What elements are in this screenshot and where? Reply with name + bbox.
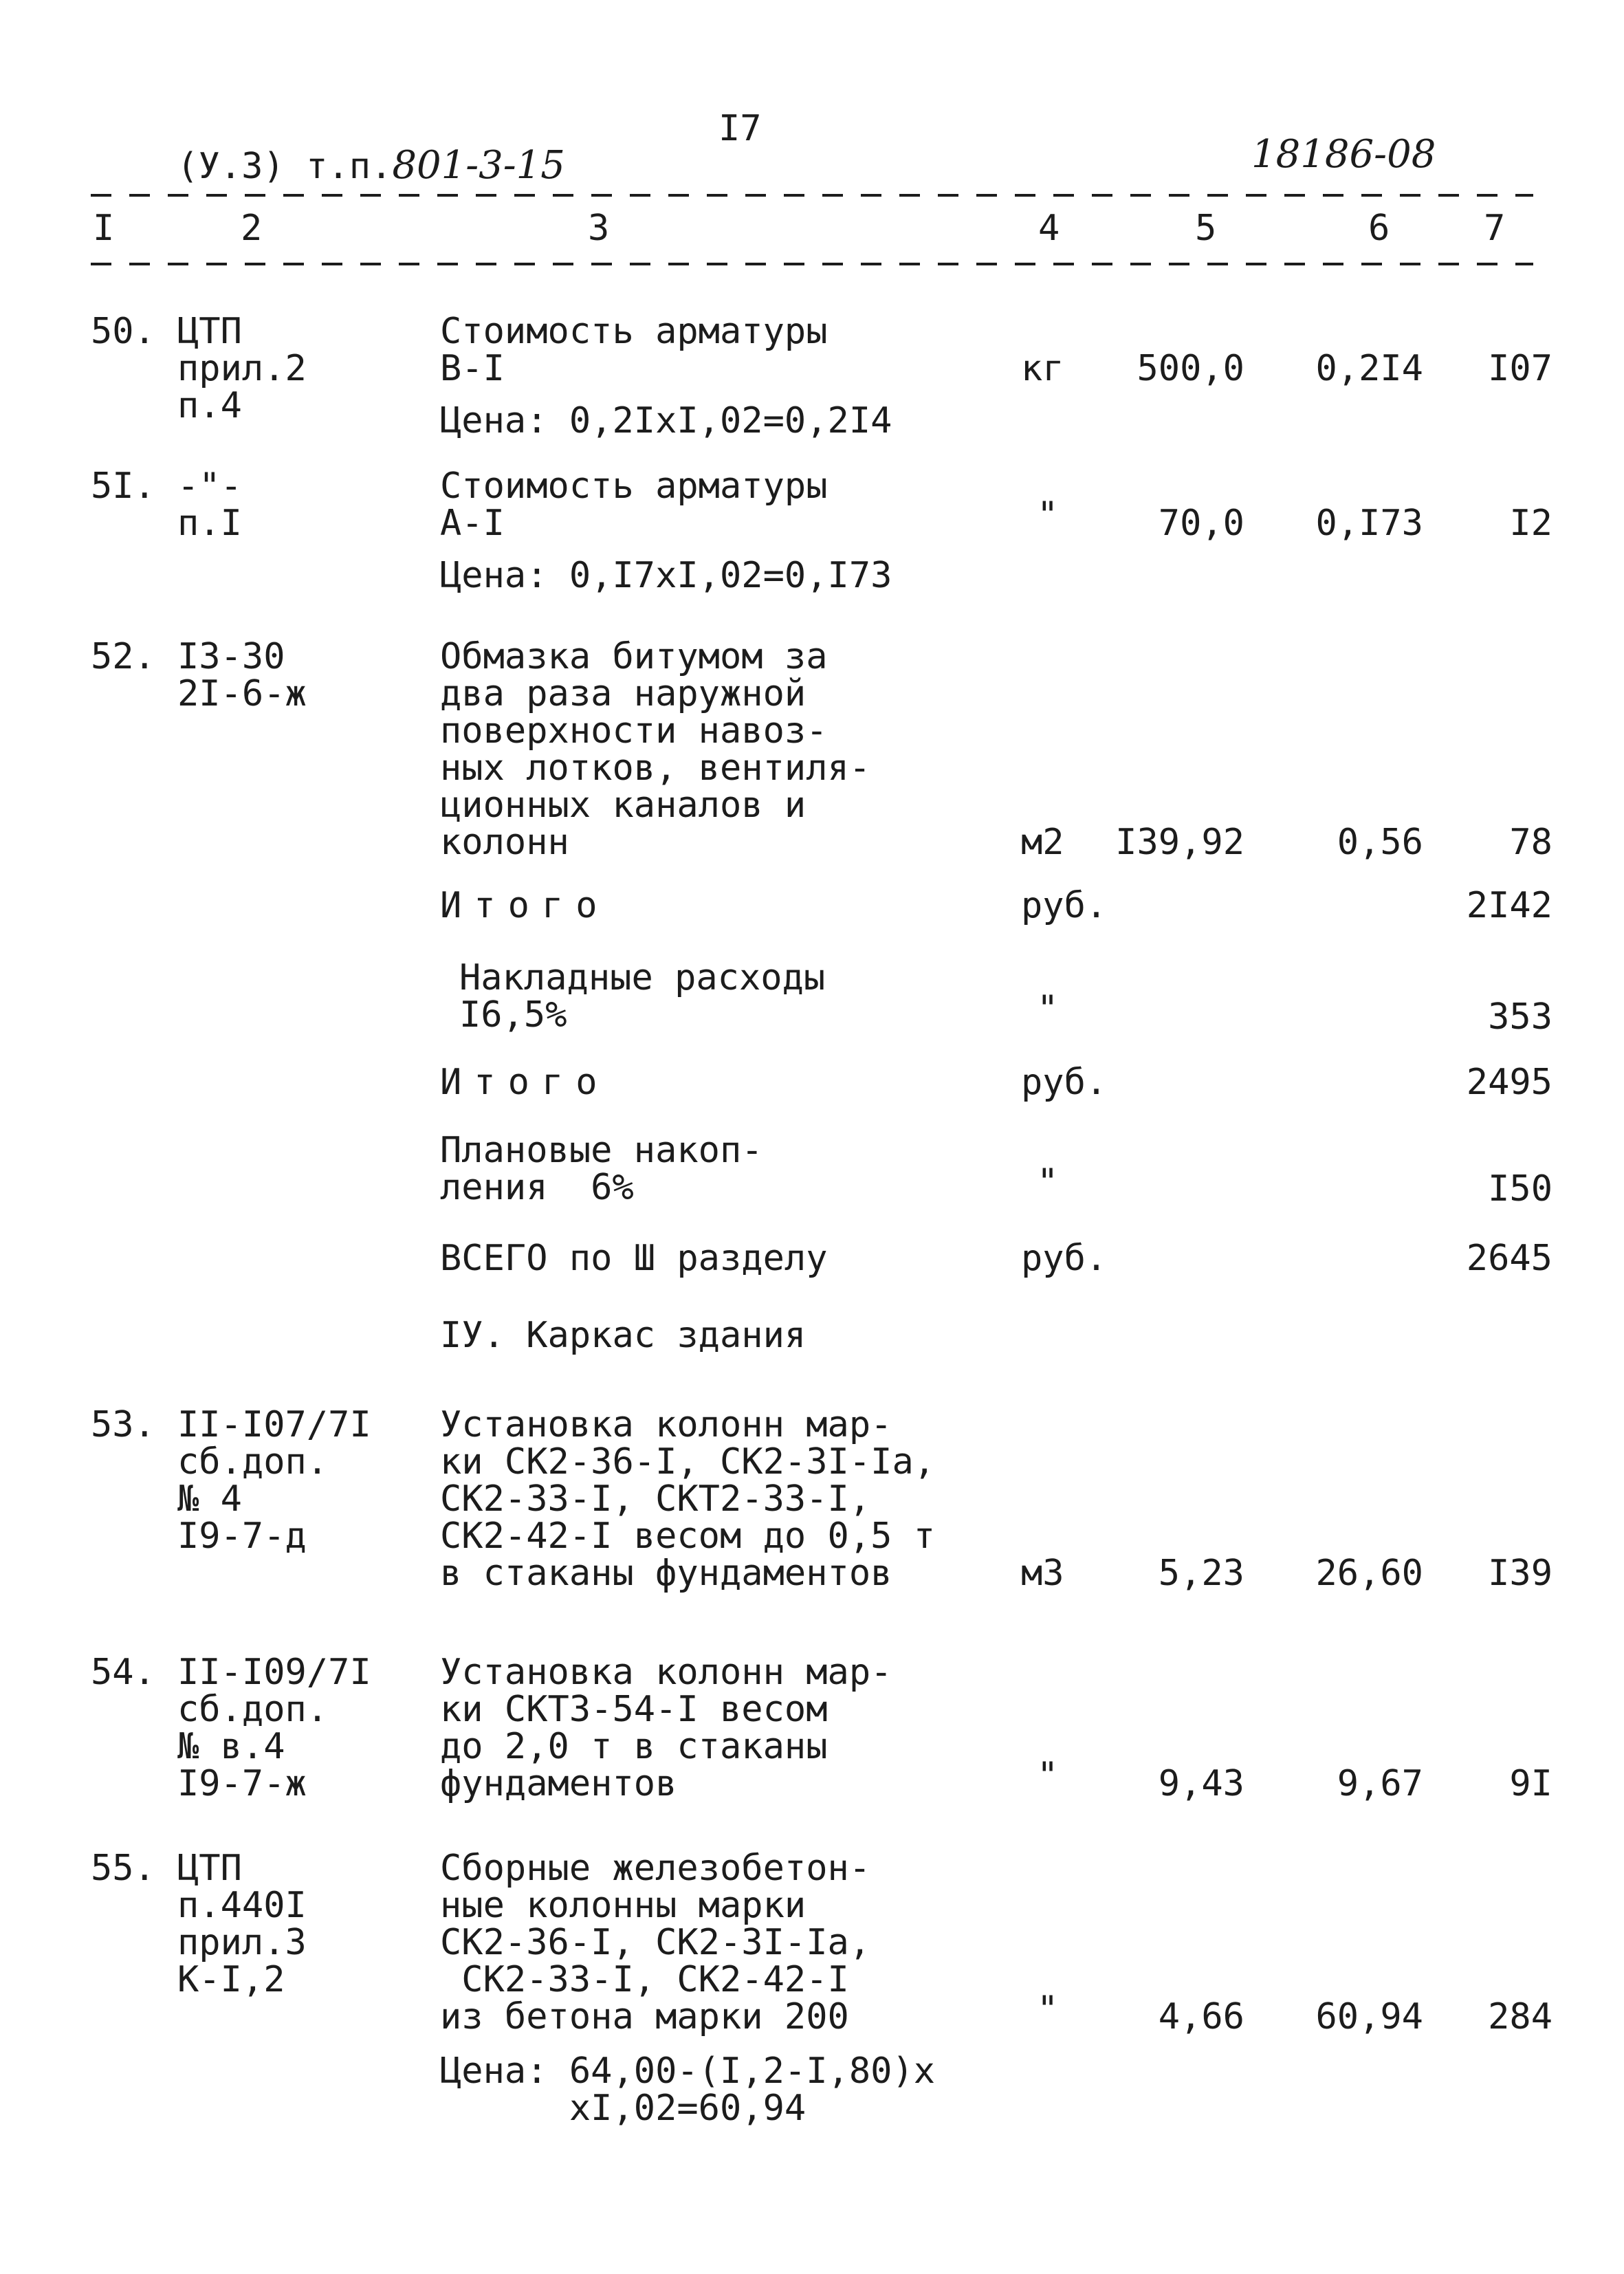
total-cost: 9I <box>1509 1763 1552 1804</box>
work-description: Установка колонн мар- <box>440 1652 892 1693</box>
norm-code: I9-7-д <box>177 1516 307 1557</box>
norm-code: I3-30 <box>177 636 285 677</box>
quantity: 4,66 <box>1158 1996 1244 2037</box>
quantity: 70,0 <box>1158 503 1244 544</box>
unit-price: 0,2I4 <box>1315 348 1423 389</box>
work-description: СК2-36-I, СК2-3I-Iа, <box>440 1922 871 1963</box>
norm-code: п.I <box>177 503 242 544</box>
work-description: СК2-33-I, СК2-42-I <box>440 1959 849 2000</box>
unit: руб. <box>1021 1238 1108 1279</box>
col-header-6: 6 <box>1368 208 1390 249</box>
col-header-7: 7 <box>1484 208 1506 249</box>
quantity: 5,23 <box>1158 1553 1244 1594</box>
work-description: Стоимость арматуры <box>440 466 828 507</box>
work-description: в стаканы фундаментов <box>440 1553 892 1594</box>
unit: " <box>1037 988 1059 1029</box>
norm-code: 2I-6-ж <box>177 673 307 714</box>
norm-code: -"- <box>177 466 242 507</box>
doc-series-label: (У.3) т.п.801-3-15 <box>177 143 565 188</box>
work-description: поверхности навоз- <box>440 710 828 752</box>
col-header-1: I <box>93 208 115 249</box>
row-number: 53. <box>91 1404 155 1445</box>
quantity: 9,43 <box>1158 1763 1244 1804</box>
work-description: ки СК2-36-I, СК2-3I-Iа, <box>440 1441 936 1483</box>
work-description: из бетона марки 200 <box>440 1996 849 2037</box>
quantity: I39,92 <box>1115 822 1244 863</box>
total-cost: 2495 <box>1466 1062 1552 1103</box>
unit: " <box>1037 494 1059 536</box>
work-description: Обмазка битумом за <box>440 636 828 677</box>
price-note: xI,02=60,94 <box>440 2088 806 2129</box>
unit-price: 9,67 <box>1337 1763 1423 1804</box>
archive-number: 18186-08 <box>1251 132 1436 177</box>
work-description: колонн <box>440 822 569 863</box>
unit: кг <box>1021 348 1064 389</box>
row-number: 54. <box>91 1652 155 1693</box>
price-note: Цена: 0,I7xI,02=0,I73 <box>440 555 892 596</box>
work-description: В-I <box>440 348 505 389</box>
row-number: 55. <box>91 1848 155 1889</box>
unit: руб. <box>1021 1062 1108 1103</box>
total-cost: 78 <box>1509 822 1552 863</box>
col-header-5: 5 <box>1195 208 1217 249</box>
total-cost: 284 <box>1488 1996 1552 2037</box>
work-description: ных лотков, вентиля- <box>440 747 871 789</box>
unit: руб. <box>1021 885 1108 926</box>
norm-code: I9-7-ж <box>177 1763 307 1804</box>
planned-description: ления 6% <box>440 1167 634 1208</box>
work-description: до 2,0 т в стаканы <box>440 1726 828 1767</box>
norm-code: № в.4 <box>177 1726 285 1767</box>
quantity: 500,0 <box>1137 348 1244 389</box>
total-cost: 2I42 <box>1466 885 1552 926</box>
work-description: два раза наружной <box>440 673 806 714</box>
unit: м3 <box>1021 1553 1064 1594</box>
work-description: фундаментов <box>440 1763 677 1804</box>
total-cost: I07 <box>1488 348 1552 389</box>
norm-code: п.440I <box>177 1885 307 1926</box>
col-header-2: 2 <box>241 208 263 249</box>
work-description: СК2-42-I весом до 0,5 т <box>440 1516 936 1557</box>
col-header-4: 4 <box>1038 208 1060 249</box>
planned-description: Плановые накоп- <box>440 1130 763 1171</box>
price-note: Цена: 64,00-(I,2-I,80)x <box>440 2051 936 2092</box>
norm-code: II-I07/7I <box>177 1404 371 1445</box>
handwritten-project-code: 801-3-15 <box>392 143 565 188</box>
section-heading: IУ. Каркас здания <box>440 1315 806 1356</box>
unit: " <box>1037 1989 1059 2030</box>
total-cost: 353 <box>1488 996 1552 1038</box>
total-cost: I50 <box>1488 1168 1552 1210</box>
subtotal-label: Итого <box>440 885 610 926</box>
norm-code: ЦТП <box>177 311 242 352</box>
work-description: Стоимость арматуры <box>440 311 828 352</box>
row-number: 52. <box>91 636 155 677</box>
work-description: Сборные железобетон- <box>440 1848 871 1889</box>
norm-code: ЦТП <box>177 1848 242 1889</box>
total-cost: I2 <box>1509 503 1552 544</box>
overhead-description: I6,5% <box>459 994 567 1036</box>
norm-code: прил.2 <box>177 348 307 389</box>
overhead-description: Накладные расходы <box>459 957 826 998</box>
col-header-3: 3 <box>588 208 610 249</box>
page-number: I7 <box>718 108 762 149</box>
unit-price: 60,94 <box>1315 1996 1423 2037</box>
subtotal-label: Итого <box>440 1062 610 1103</box>
work-description: Установка колонн мар- <box>440 1404 892 1445</box>
row-number: 5I. <box>91 466 155 507</box>
norm-code: II-I09/7I <box>177 1652 371 1693</box>
unit-price: 26,60 <box>1315 1553 1423 1594</box>
norm-code: № 4 <box>177 1478 242 1520</box>
row-number: 50. <box>91 311 155 352</box>
work-description: ционных каналов и <box>440 785 806 826</box>
unit: м2 <box>1021 822 1064 863</box>
unit-price: 0,56 <box>1337 822 1423 863</box>
norm-code: сб.доп. <box>177 1689 329 1730</box>
work-description: СК2-33-I, СКТ2-33-I, <box>440 1478 871 1520</box>
norm-code: п.4 <box>177 385 242 426</box>
work-description: ные колонны марки <box>440 1885 806 1926</box>
work-description: ки СКТ3-54-I весом <box>440 1689 828 1730</box>
unit: " <box>1037 1755 1059 1796</box>
unit-price: 0,I73 <box>1315 503 1423 544</box>
price-note: Цена: 0,2IxI,02=0,2I4 <box>440 400 892 441</box>
norm-code: прил.3 <box>177 1922 307 1963</box>
header-bottom-rule <box>91 263 1533 265</box>
section-total-label: ВСЕГО по Ш разделу <box>440 1238 828 1279</box>
norm-code: К-I,2 <box>177 1959 285 2000</box>
norm-code: сб.доп. <box>177 1441 329 1483</box>
work-description: А-I <box>440 503 505 544</box>
unit: " <box>1037 1161 1059 1203</box>
total-cost: I39 <box>1488 1553 1552 1594</box>
header-top-rule <box>91 194 1533 197</box>
total-cost: 2645 <box>1466 1238 1552 1279</box>
